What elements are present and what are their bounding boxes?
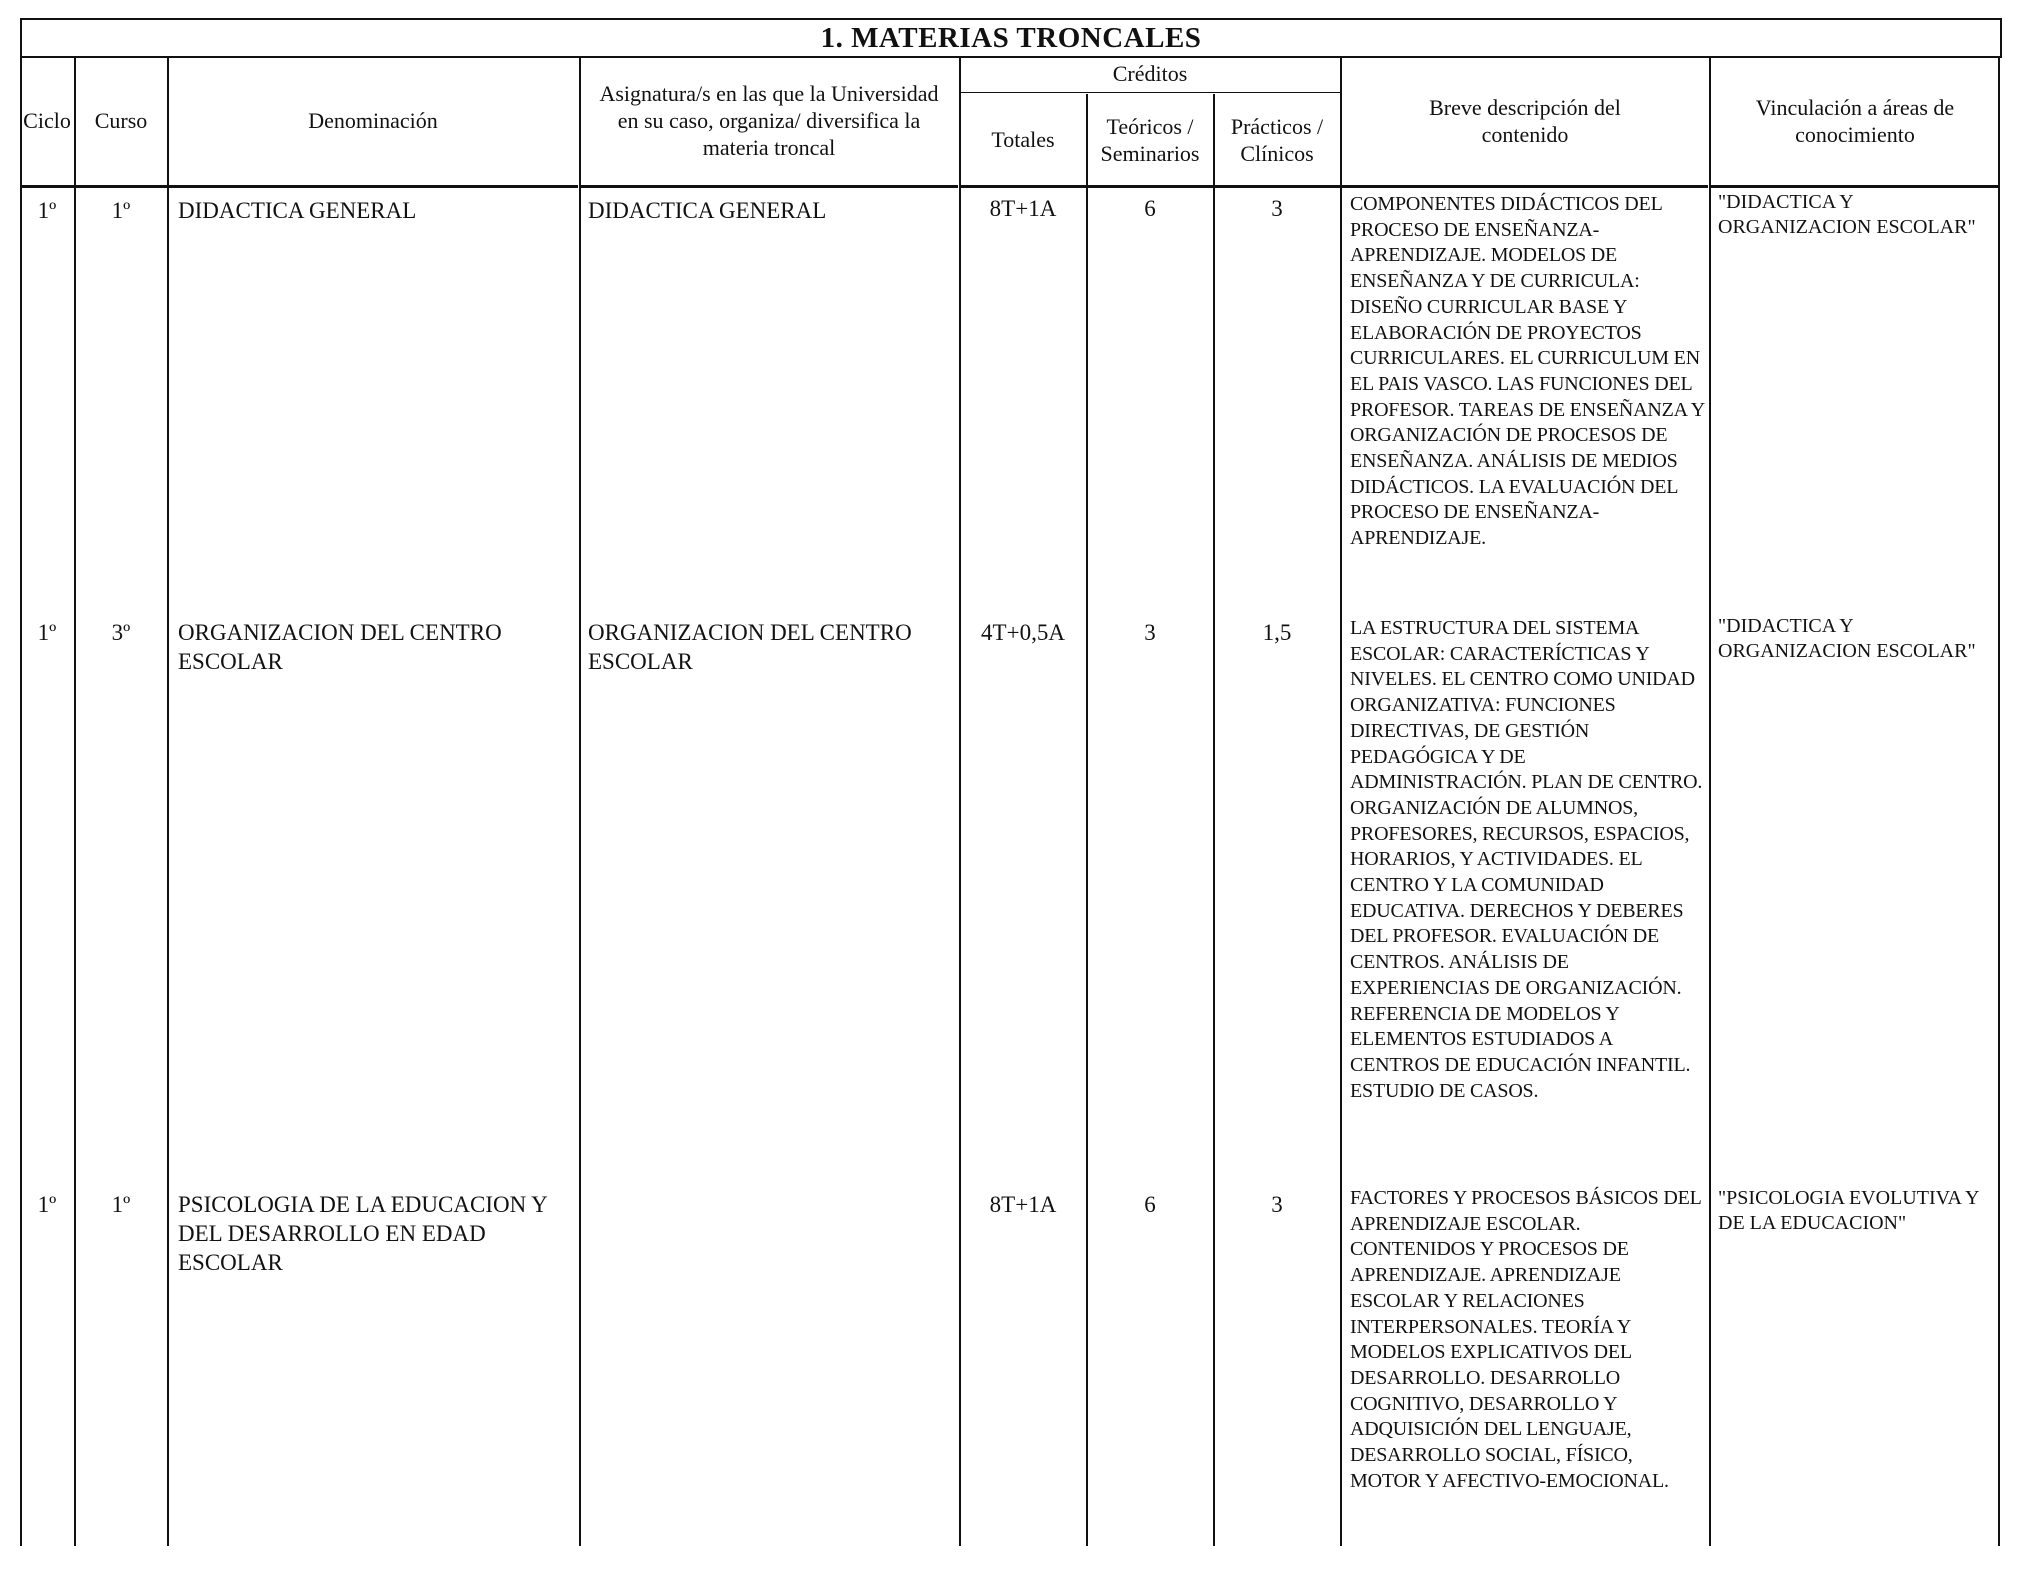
- cell-totales: 8T+1A: [989, 1192, 1057, 1217]
- column-divider: [1709, 56, 1711, 1546]
- cell-teoricos: 3: [1144, 620, 1156, 645]
- column-divider: [167, 56, 169, 1546]
- cell-ciclo: 1º: [37, 198, 57, 223]
- cell-asignatura: ORGANIZACION DEL CENTRO ESCOLAR: [588, 620, 912, 674]
- cell-vinculacion: "DIDACTICA Y ORGANIZACION ESCOLAR": [1718, 191, 1976, 238]
- cell-vinculacion: "PSICOLOGIA EVOLUTIVA Y DE LA EDUCACION": [1718, 1187, 1979, 1234]
- header-denominacion: Denominación: [168, 56, 578, 188]
- cell-asignatura: DIDACTICA GENERAL: [588, 198, 827, 223]
- header-descripcion: Breve descripción del contenido: [1342, 56, 1708, 188]
- cell-ciclo: 1º: [37, 1192, 57, 1217]
- header-vinculacion: Vinculación a áreas de conocimiento: [1710, 56, 2000, 188]
- cell-denominacion: PSICOLOGIA DE LA EDUCACION Y DEL DESARROLLO EN EDAD ESCOLAR: [178, 1192, 547, 1275]
- cell-teoricos: 6: [1144, 1192, 1156, 1217]
- document-sheet: [20, 18, 2000, 1548]
- title-text: 1. MATERIAS TRONCALES: [820, 22, 1202, 54]
- cell-descripcion: COMPONENTES DIDÁCTICOS DEL PROCESO DE ENSEÑANZA-APRENDIZAJE. MODELOS DE ENSEÑANZA Y DE CURRICULA: DISEÑO CURRICULAR BASE Y ELABORACIÓN DE PROYECTOS CURRICULARES. EL CURRICULUM EN EL PAIS VASCO. LAS FUNCIONES DEL PROFESOR. TAREAS DE ENSEÑANZA Y ORGANIZACIÓN DE PROCESOS DE ENSEÑANZA. ANÁLISIS DE MEDIOS DIDÁCTICOS. LA EVALUACIÓN DEL PROCESO DE ENSEÑANZA-APRENDIZAJE.: [1350, 193, 1705, 550]
- cell-curso: 3º: [111, 620, 131, 645]
- cell-totales: 8T+1A: [989, 196, 1057, 221]
- header-ciclo: Ciclo: [20, 56, 74, 188]
- cell-denominacion: ORGANIZACION DEL CENTRO ESCOLAR: [178, 620, 502, 674]
- column-divider: [1340, 56, 1342, 1546]
- header-creditos: Créditos: [960, 56, 1340, 93]
- column-divider: [1086, 94, 1088, 1546]
- header-totales: Totales: [960, 94, 1086, 188]
- cell-practicos: 3: [1271, 1192, 1283, 1217]
- column-divider: [1998, 56, 2000, 1546]
- cell-practicos: 1,5: [1262, 620, 1292, 645]
- header-practicos: Prácticos / Clínicos: [1214, 94, 1340, 188]
- column-divider: [579, 56, 581, 1546]
- header-teoricos: Teóricos / Seminarios: [1087, 94, 1213, 188]
- column-divider: [20, 56, 22, 1546]
- cell-vinculacion: "DIDACTICA Y ORGANIZACION ESCOLAR": [1718, 615, 1976, 662]
- cell-descripcion: LA ESTRUCTURA DEL SISTEMA ESCOLAR: CARACTERÍCTICAS Y NIVELES. EL CENTRO COMO UNIDAD ORGANIZATIVA: FUNCIONES DIRECTIVAS, DE GESTIÓN PEDAGÓGICA Y DE ADMINISTRACIÓN. PLAN DE CENTRO. ORGANIZACIÓN DE ALUMNOS, PROFESORES, RECURSOS, ESPACIOS, HORARIOS, Y ACTIVIDADES. EL CENTRO Y LA COMUNIDAD EDUCATIVA. DERECHOS Y DEBERES DEL PROFESOR. EVALUACIÓN DE CENTROS. ANÁLISIS DE EXPERIENCIAS DE ORGANIZACIÓN. REFERENCIA DE MODELOS Y ELEMENTOS ESTUDIADOS A CENTROS DE EDUCACIÓN INFANTIL. ESTUDIO DE CASOS.: [1350, 617, 1703, 1102]
- cell-teoricos: 6: [1144, 196, 1156, 221]
- header-asignatura: Asignatura/s en las que la Universidad en su caso, organiza/ diversifica la materia troncal: [580, 56, 958, 188]
- cell-curso: 1º: [111, 1192, 131, 1217]
- column-divider: [959, 56, 961, 1546]
- cell-descripcion: FACTORES Y PROCESOS BÁSICOS DEL APRENDIZAJE ESCOLAR. CONTENIDOS Y PROCESOS DE APRENDIZAJE. APRENDIZAJE ESCOLAR Y RELACIONES INTERPERSONALES. TEORÍA Y MODELOS EXPLICATIVOS DEL DESARROLLO. DESARROLLO COGNITIVO, DESARROLLO Y ADQUISICIÓN DEL LENGUAJE, DESARROLLO SOCIAL, FÍSICO, MOTOR Y AFECTIVO-EMOCIONAL.: [1350, 1187, 1701, 1492]
- column-divider: [74, 56, 76, 1546]
- column-divider: [1213, 94, 1215, 1546]
- cell-curso: 1º: [111, 198, 131, 223]
- header-curso: Curso: [75, 56, 167, 188]
- cell-ciclo: 1º: [37, 620, 57, 645]
- cell-totales: 4T+0,5A: [981, 620, 1065, 645]
- cell-denominacion: DIDACTICA GENERAL: [178, 198, 417, 223]
- cell-practicos: 3: [1271, 196, 1283, 221]
- table-title: [20, 18, 2002, 58]
